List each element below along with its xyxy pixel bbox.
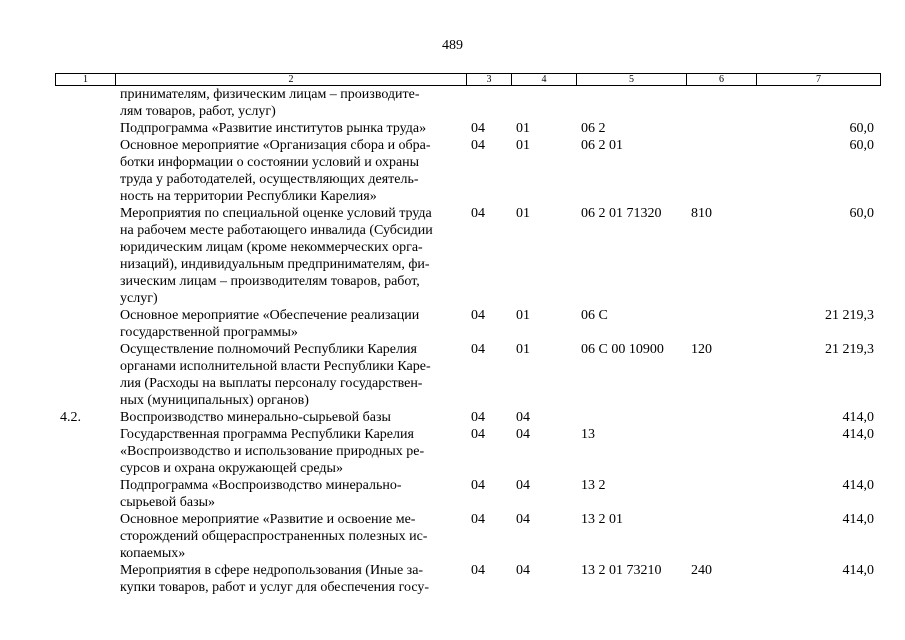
description-line: услуг) (120, 291, 158, 306)
table-row (55, 426, 885, 477)
page-number: 489 (442, 38, 463, 53)
amount-value: 60,0 (849, 206, 874, 221)
row-description (120, 341, 470, 409)
description-line: труда у работодателей, осуществляющих деятель- (120, 172, 419, 187)
subsection-code: 04 (516, 478, 530, 493)
subsection-code: 04 (516, 563, 530, 578)
section-code: 04 (471, 206, 485, 221)
subsection-code: 04 (516, 512, 530, 527)
table-row (55, 477, 885, 511)
row-description (120, 307, 470, 341)
section-code: 04 (471, 410, 485, 425)
row-description (120, 120, 470, 137)
description-line: органами исполнительной власти Республики Каре- (120, 359, 431, 374)
section-code: 04 (471, 342, 485, 357)
description-line: государственной программы» (120, 325, 298, 340)
table-row (55, 409, 885, 426)
table-row (55, 205, 885, 307)
target-article-code: 06 2 (581, 121, 606, 136)
column-header-2: 2 (116, 74, 467, 86)
description-line: сурсов и охрана окружающей среды» (120, 461, 343, 476)
row-description (120, 86, 470, 120)
section-code: 04 (471, 138, 485, 153)
section-code: 04 (471, 427, 485, 442)
column-header-6: 6 (687, 74, 757, 86)
description-line: зическим лицам – производителям товаров, работ, (120, 274, 420, 289)
subsection-code: 01 (516, 138, 530, 153)
section-code: 04 (471, 121, 485, 136)
description-line: лия (Расходы на выплаты персоналу государствен- (120, 376, 423, 391)
subsection-code: 01 (516, 121, 530, 136)
table-row (55, 137, 885, 205)
description-line: Воспроизводство минерально-сырьевой базы (120, 410, 391, 425)
table-row (55, 511, 885, 562)
description-line: Государственная программа Республики Карелия (120, 427, 414, 442)
row-description (120, 409, 470, 426)
section-code: 04 (471, 478, 485, 493)
row-description (120, 562, 470, 596)
column-header-5: 5 (577, 74, 687, 86)
subsection-code: 04 (516, 427, 530, 442)
target-article-code: 06 2 01 71320 (581, 206, 662, 221)
column-header-1: 1 (56, 74, 116, 86)
description-line: Мероприятия по специальной оценке условий труда (120, 206, 432, 221)
description-line: принимателям, физическим лицам – производите- (120, 87, 420, 102)
section-code: 04 (471, 308, 485, 323)
description-line: Основное мероприятие «Обеспечение реализации (120, 308, 420, 323)
amount-value: 414,0 (842, 410, 874, 425)
description-line: низаций), индивидуальным предпринимателям, фи- (120, 257, 430, 272)
description-line: Осуществление полномочий Республики Карелия (120, 342, 417, 357)
amount-value: 414,0 (842, 512, 874, 527)
table-row (55, 307, 885, 341)
row-description (120, 137, 470, 205)
table-row (55, 120, 885, 137)
description-line: купки товаров, работ и услуг для обеспечения госу- (120, 580, 430, 595)
description-line: ботки информации о состоянии условий и охраны (120, 155, 420, 170)
column-header-4: 4 (512, 74, 577, 86)
section-code: 04 (471, 512, 485, 527)
subsection-code: 01 (516, 342, 530, 357)
expense-type-code: 810 (691, 206, 712, 221)
amount-value: 414,0 (842, 563, 874, 578)
description-line: сторождений общераспространенных полезных ис- (120, 529, 428, 544)
subsection-code: 04 (516, 410, 530, 425)
description-line: Основное мероприятие «Развитие и освоение ме- (120, 512, 416, 527)
description-line: сырьевой базы» (120, 495, 215, 510)
target-article-code: 06 2 01 (581, 138, 623, 153)
target-article-code: 13 (581, 427, 595, 442)
subsection-code: 01 (516, 308, 530, 323)
description-line: лям товаров, работ, услуг) (120, 104, 276, 119)
description-line: ность на территории Республики Карелия» (120, 189, 377, 204)
row-description (120, 477, 470, 511)
expense-type-code: 240 (691, 563, 712, 578)
description-line: «Воспроизводство и использование природных ре- (120, 444, 425, 459)
target-article-code: 13 2 01 (581, 512, 623, 527)
row-description (120, 426, 470, 477)
description-line: Подпрограмма «Развитие институтов рынка труда» (120, 121, 427, 136)
amount-value: 414,0 (842, 478, 874, 493)
row-description (120, 511, 470, 562)
target-article-code: 13 2 01 73210 (581, 563, 662, 578)
amount-value: 60,0 (849, 121, 874, 136)
section-code: 04 (471, 563, 485, 578)
target-article-code: 13 2 (581, 478, 606, 493)
expense-type-code: 120 (691, 342, 712, 357)
table-row (55, 86, 885, 120)
table-row (55, 341, 885, 409)
amount-value: 21 219,3 (825, 308, 874, 323)
column-header-row (55, 73, 881, 86)
description-line: Подпрограмма «Воспроизводство минерально- (120, 478, 402, 493)
description-line: Мероприятия в сфере недропользования (Иные за- (120, 563, 424, 578)
table-row (55, 562, 885, 596)
amount-value: 60,0 (849, 138, 874, 153)
description-line: копаемых» (120, 546, 186, 561)
target-article-code: 06 С 00 10900 (581, 342, 664, 357)
amount-value: 414,0 (842, 427, 874, 442)
target-article-code: 06 С (581, 308, 608, 323)
description-line: юридическим лицам (кроме некоммерческих орга- (120, 240, 423, 255)
column-header-3: 3 (467, 74, 512, 86)
description-line: Основное мероприятие «Организация сбора и обра- (120, 138, 431, 153)
subsection-code: 01 (516, 206, 530, 221)
row-description (120, 205, 470, 307)
row-number: 4.2. (60, 410, 81, 425)
column-header-7: 7 (757, 74, 881, 86)
budget-table-body (55, 86, 885, 596)
amount-value: 21 219,3 (825, 342, 874, 357)
description-line: ных (муниципальных) органов) (120, 393, 309, 408)
description-line: на рабочем месте работающего инвалида (Субсидии (120, 223, 433, 238)
